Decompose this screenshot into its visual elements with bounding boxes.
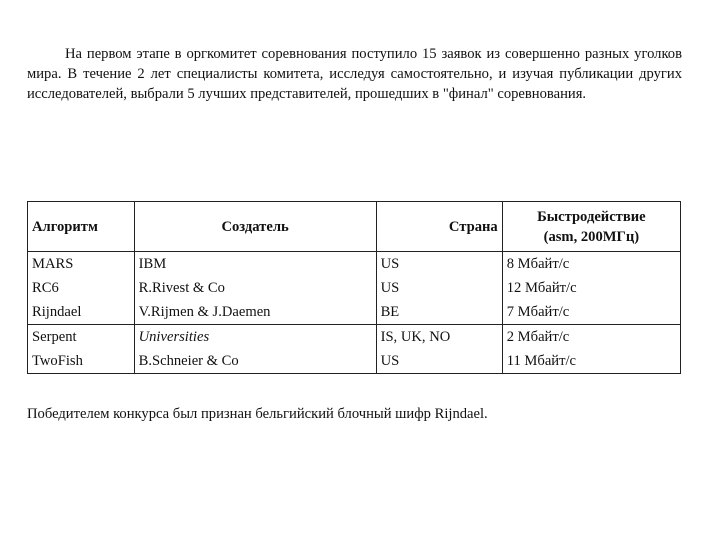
cell-country: US	[376, 276, 502, 300]
header-algorithm: Алгоритм	[28, 202, 135, 252]
table-row	[28, 300, 681, 325]
cell-creator: R.Rivest & Co	[134, 276, 376, 300]
cell-creator: V.Rijmen & J.Daemen	[134, 300, 376, 325]
algorithms-table	[27, 201, 681, 374]
table-row	[28, 276, 681, 300]
cell-country: US	[376, 252, 502, 277]
cell-algorithm: MARS	[28, 252, 135, 277]
cell-speed: 11 Мбайт/с	[502, 349, 680, 374]
cell-creator: IBM	[134, 252, 376, 277]
cell-algorithm: Serpent	[28, 325, 135, 350]
intro-paragraph: На первом этапе в оргкомитет соревнования поступило 15 заявок из совершенно разных уголков мира. В течение 2 лет специалисты комитета, исследуя самостоятельно, и изучая публикации других исследователей, выбрали 5 лучших представителей, прошедших в "финал" соревнования.	[27, 46, 682, 102]
cell-speed: 8 Мбайт/с	[502, 252, 680, 277]
cell-speed: 2 Мбайт/с	[502, 325, 680, 350]
cell-speed: 12 Мбайт/с	[502, 276, 680, 300]
header-speed-line1: Быстродействие	[537, 208, 646, 225]
header-creator: Создатель	[134, 202, 376, 252]
cell-country: US	[376, 349, 502, 374]
table-row	[28, 349, 681, 374]
table-header-row	[28, 202, 681, 252]
cell-country: IS, UK, NO	[376, 325, 502, 350]
table-row	[28, 252, 681, 277]
table-row	[28, 325, 681, 350]
header-country: Страна	[376, 202, 502, 252]
cell-algorithm: RC6	[28, 276, 135, 300]
cell-creator: Universities	[134, 325, 376, 350]
header-speed	[502, 202, 680, 252]
cell-algorithm: Rijndael	[28, 300, 135, 325]
header-speed-line2: (asm, 200МГц)	[543, 228, 640, 245]
cell-country: BE	[376, 300, 502, 325]
conclusion-paragraph: Победителем конкурса был признан бельгийский блочный шифр Rijndael.	[27, 406, 488, 422]
cell-creator: B.Schneier & Co	[134, 349, 376, 374]
cell-algorithm: TwoFish	[28, 349, 135, 374]
cell-speed: 7 Мбайт/с	[502, 300, 680, 325]
